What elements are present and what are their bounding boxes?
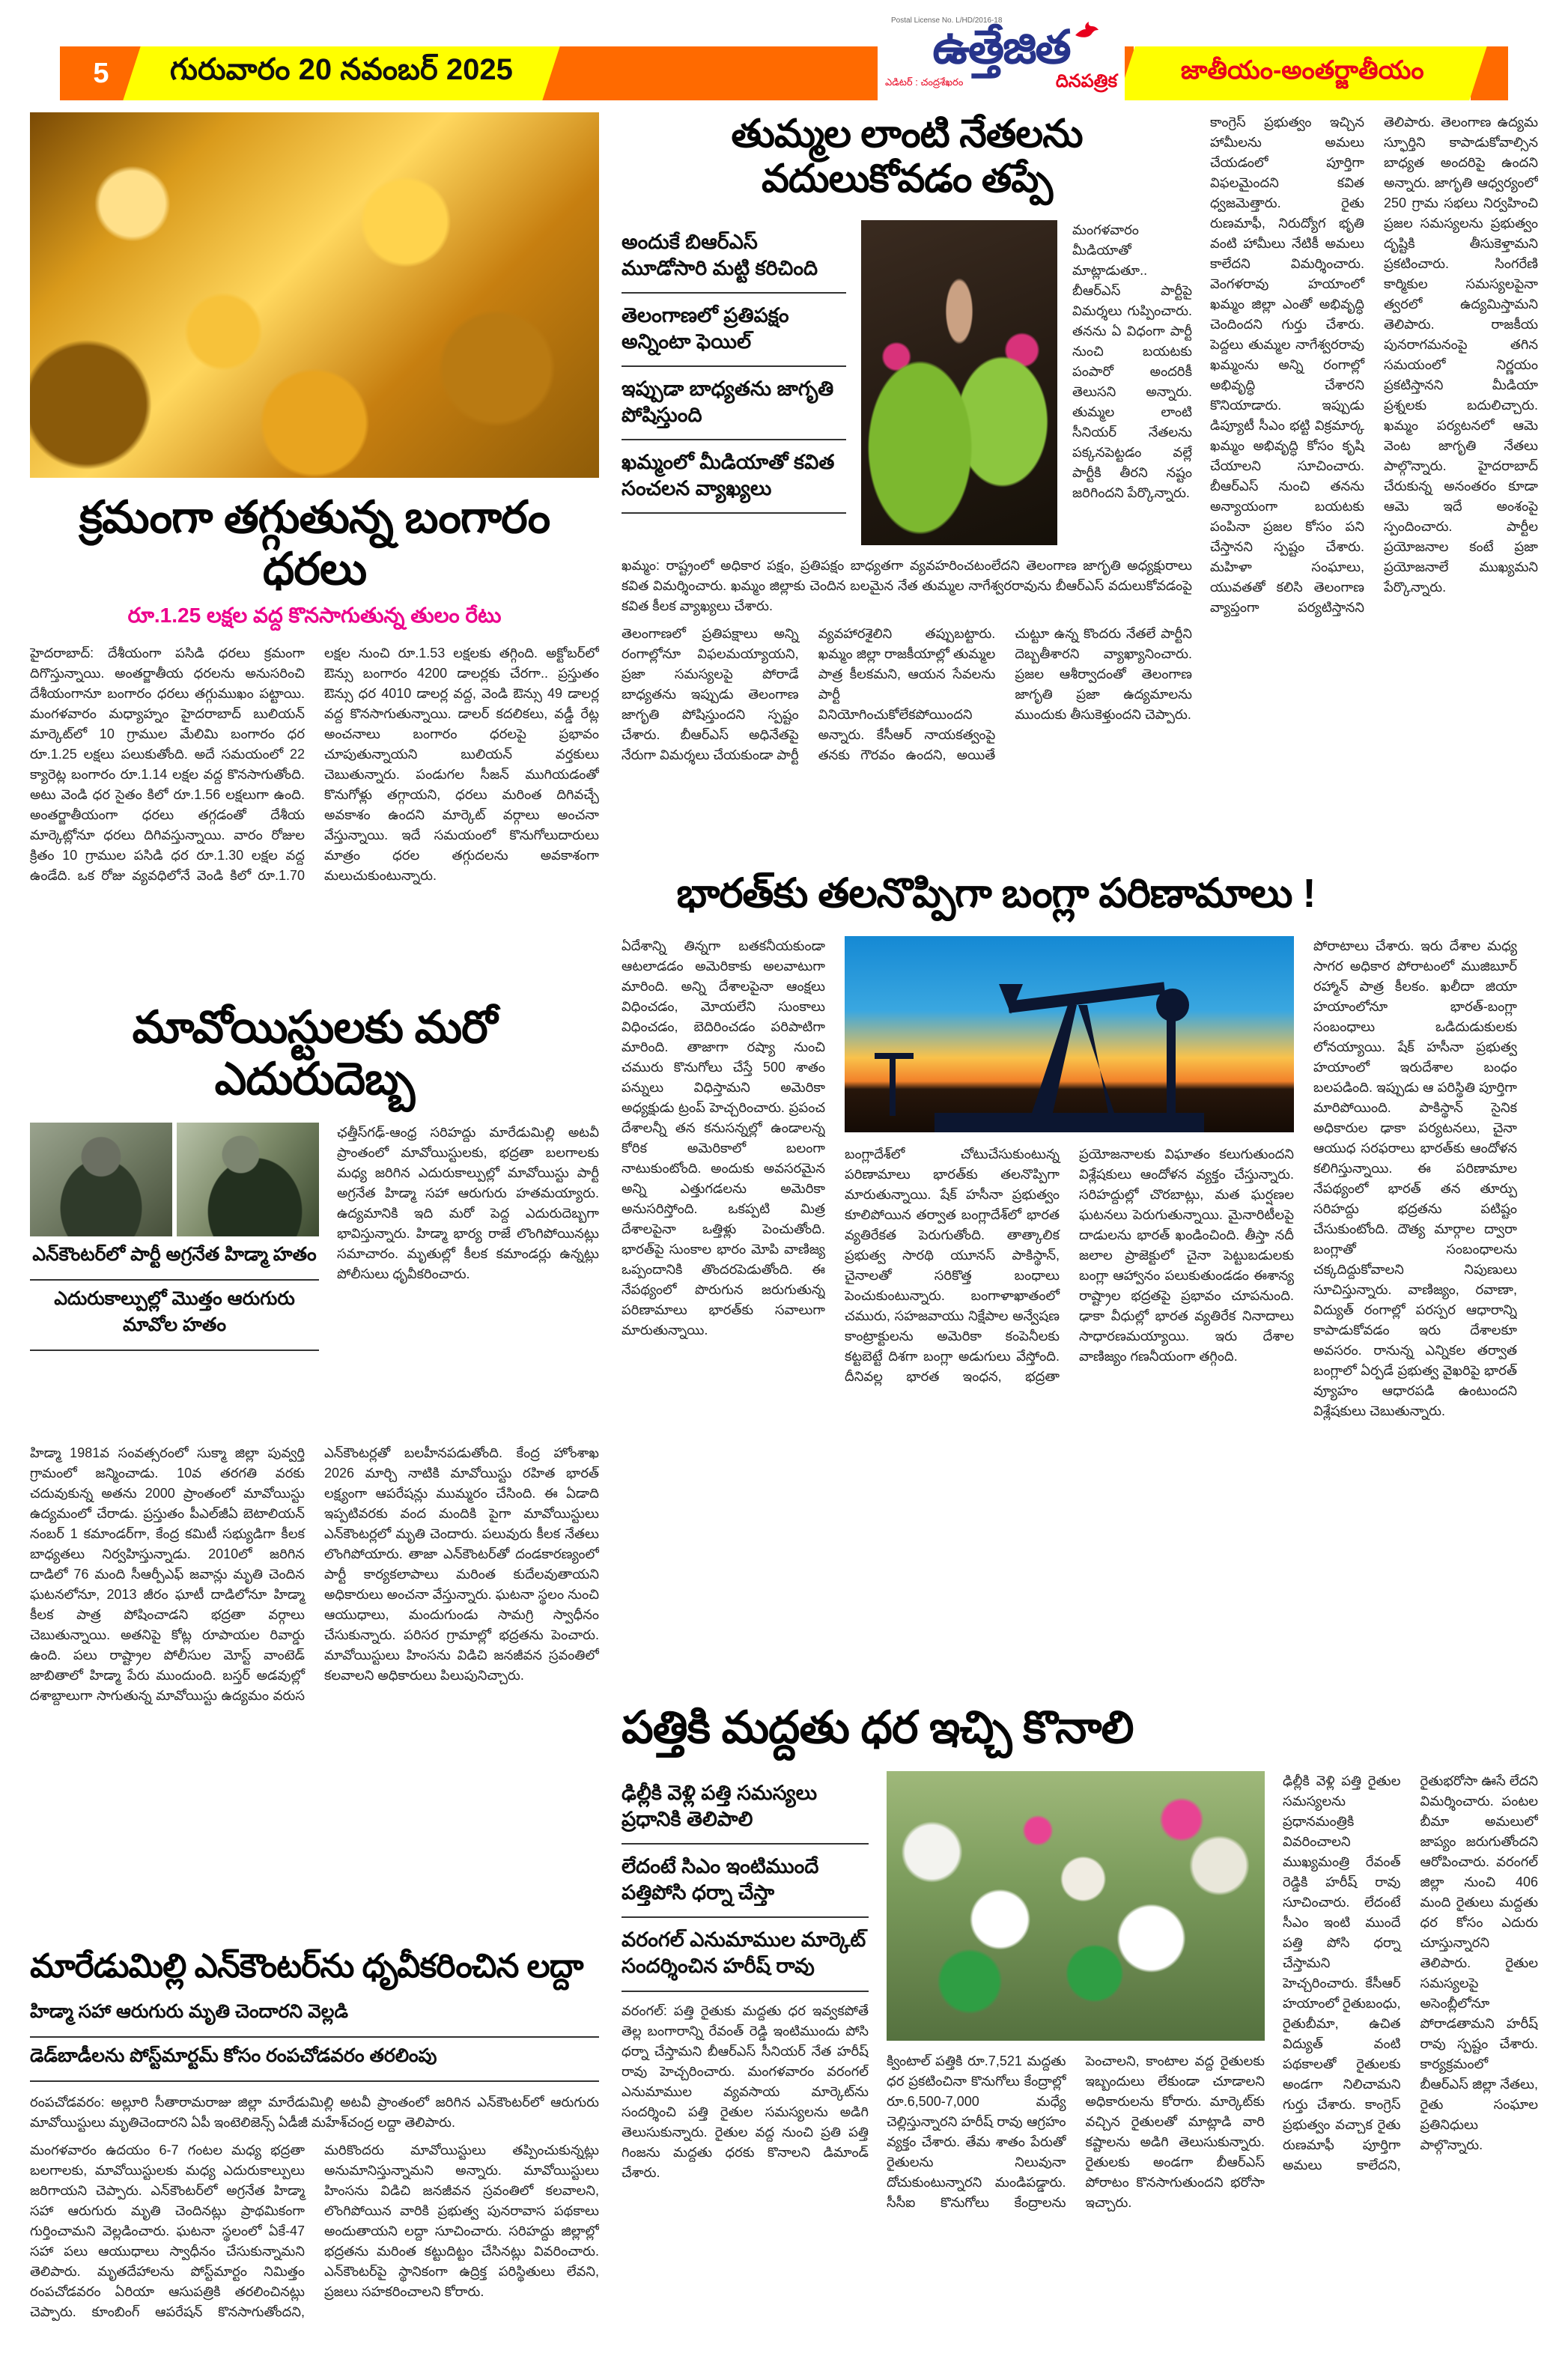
page-number: 5 <box>60 46 142 100</box>
bangla-article <box>622 870 1538 1694</box>
brs-body-bottom: తెలంగాణలో ప్రతిపక్షాలు అన్ని రంగాల్లోనూ విఫలమయ్యాయని, ప్రజా సమస్యలపై పోరాడే బాధ్యతను ఇప్పుడు తెలంగాణ జాగృతి పోషిస్తుందని స్పష్టం చేశారు. బీఆర్ఎస్ అధినేతపై నేరుగా విమర్శలు చేయకుండా పార్టీ వ్యవహారశైలిని తప్పుబట్టారు. ఖమ్మం జిల్లా రాజకీయాల్లో తుమ్మల పాత్ర కీలకమని, ఆయన సేవలను పార్టీ వినియోగించుకోలేకపోయిందని అన్నారు. కేసీఆర్ నాయకత్వంపై తనకు గౌరవం ఉందని, అయితే చుట్టూ ఉన్న కొందరు నేతలే పార్టీని దెబ్బతీశారని వ్యాఖ్యానించారు. ప్రజల ఆశీర్వాదంతో తెలంగాణ జాగృతి ప్రజా ఉద్యమాలను ముందుకు తీసుకెళ్తుందని చెప్పారు. <box>622 625 1192 762</box>
brs-bullets-block <box>622 220 846 545</box>
maoist-leader-photo-1 <box>30 1123 172 1236</box>
ladda-article-lead: రంపచోడవరం: అల్లూరి సీతారామరాజు జిల్లా మారేడుమిల్లి అటవీ ప్రాంతంలో జరిగిన ఎన్‌కౌంటర్‌లో ఆరుగురు మావోయిస్టులు మృతిచెందారని ఏపీ ఇంటెలిజెన్స్ ఏడీజీ మహేశ్‌చంద్ర లద్దా తెలిపారు. <box>30 2094 599 2130</box>
masthead <box>878 16 1125 105</box>
maoist-leader-photo-2 <box>177 1123 319 1236</box>
masthead-subrow <box>878 71 1125 96</box>
brs-bullet-4: ఖమ్మంలో మీడియాతో కవిత సంచలన వ్యాఖ్యలు <box>622 440 846 514</box>
ladda-subhead-1: హిడ్మా సహా ఆరుగురు మృతి చెందారని వెల్లడి <box>30 1994 599 2038</box>
cotton-body-right: ఢిల్లీకి వెళ్లి పత్తి రైతుల సమస్యలను ప్రధానమంత్రికి వివరించాలని ముఖ్యమంత్రి రేవంత్ రెడ్డికి హరీష్ రావు సూచించారు. లేదంటే సీఎం ఇంటి ముందే పత్తి పోసి ధర్నా చేస్తామని హెచ్చరించారు. కేసీఆర్ హయాంలో రైతుబంధు, రైతుబీమా, ఉచిత విద్యుత్ వంటి పథకాలతో రైతులకు అండగా నిలిచామని గుర్తు చేశారు. కాంగ్రెస్ ప్రభుత్వం వచ్చాక రైతు రుణమాఫీ పూర్తిగా అమలు కాలేదని, రైతుభరోసా ఊసే లేదని విమర్శించారు. పంటల బీమా అమలులో జాప్యం జరుగుతోందని ఆరోపించారు. వరంగల్ జిల్లా నుంచి 406 మంది రైతులు మద్దతు ధర కోసం ఎదురు చూస్తున్నారని తెలిపారు. రైతుల సమస్యలపై అసెంబ్లీలోనూ పోరాడతామని హరీష్ రావు స్పష్టం చేశారు. కార్యక్రమంలో బీఆర్ఎస్ జిల్లా నేతలు, రైతు సంఘాల ప్రతినిధులు పాల్గొన్నారు. <box>1283 1773 1538 2173</box>
masthead-logo-row <box>878 22 1125 73</box>
bangla-headline: భారత్‌కు తలనొప్పిగా బంగ్లా పరిణామాలు ! <box>676 871 1316 916</box>
cotton-lead: వరంగల్: పత్తి రైతుకు మద్దతు ధర ఇవ్వకపోతే తెల్ల బంగారాన్ని రేవంత్ రెడ్డి ఇంటిముందు పోసి ధర్నా చేస్తామని బీఆర్ఎస్ సీనియర్ నేత హరీష్ రావు హెచ్చరించారు. మంగళవారం వరంగల్ ఎనుమాముల వ్యవసాయ మార్కెట్‌ను సందర్శించి పత్తి రైతుల సమస్యలను అడిగి తెలుసుకున్నారు. రైతుల వద్ద నుంచి ప్రతి పత్తి గింజను మద్దతు ధరకు కొనాలని డిమాండ్ చేశారు. <box>622 2003 869 2180</box>
ladda-article-headline: మారేడుమిల్లి ఎన్‌కౌంటర్‌ను ధృవీకరించిన లద్దా <box>30 1948 583 1985</box>
left-column <box>30 112 599 2365</box>
bangla-center-block <box>845 936 1294 1640</box>
masthead-daily-label: దినపత్రిక <box>1055 71 1117 91</box>
bangla-content-row <box>622 936 1538 1640</box>
ladda-article-body: మంగళవారం ఉదయం 6-7 గంటల మధ్య భద్రతా బలగాలకు, మావోయిస్టులకు మధ్య ఎదురుకాల్పులు జరిగాయని చెప్పారు. ఎన్‌కౌంటర్‌లో అగ్రనేత హిడ్మా సహా ఆరుగురు మృతి చెందినట్లు ప్రాథమికంగా గుర్తించామని వెల్లడించారు. ఘటనా స్థలంలో ఏకే-47 సహా పలు ఆయుధాలు స్వాధీనం చేసుకున్నామని తెలిపారు. మృతదేహాలను పోస్ట్‌మార్టం నిమిత్తం రంపచోడవరం ఏరియా ఆసుపత్రికి తరలించినట్లు చెప్పారు. కూంబింగ్ ఆపరేషన్ కొనసాగుతోందని, మరికొందరు మావోయిస్టులు తప్పించుకున్నట్లు అనుమానిస్తున్నామని అన్నారు. మావోయిస్టులు హింసను విడిచి జనజీవన స్రవంతిలో కలవాలని, లొంగిపోయిన వారికి ప్రభుత్వ పునరావాస పథకాలు అందుతాయని లద్దా సూచించారు. సరిహద్దు జిల్లాల్లో భద్రతను మరింత కట్టుదిట్టం చేసినట్లు వివరించారు. ఎన్‌కౌంటర్‌పై స్థానికంగా ఉద్రిక్త పరిస్థితులు లేవని, ప్రజలు సహకరించాలని కోరారు. <box>30 2142 599 2319</box>
maoist-subhead-2: ఎదురుకాల్పుల్లో మొత్తం ఆరుగురు మావోల హతం <box>30 1281 319 1351</box>
cotton-bullet-1: ఢిల్లీకి వెళ్లి పత్తి సమస్యలు ప్రధానికి తెలిపాలి <box>622 1771 869 1845</box>
maoist-media-block <box>30 1123 319 1431</box>
brs-body-right-block <box>1210 112 1538 863</box>
cotton-body-mid: క్వింటాల్ పత్తికి రూ.7,521 మద్దతు ధర ప్రకటించినా కొనుగోలు కేంద్రాల్లో రూ.6,500-7,000 మధ్యే చెల్లిస్తున్నారని హరీష్ రావు ఆగ్రహం వ్యక్తం చేశారు. తేమ శాతం పేరుతో రైతులను నిలువునా దోచుకుంటున్నారని మండిపడ్డారు. సీసీఐ కొనుగోలు కేంద్రాలను పెంచాలని, కాంటాల వద్ద రైతులకు ఇబ్బందులు లేకుండా చూడాలని అధికారులను కోరారు. మార్కెట్‌కు వచ్చిన రైతులతో మాట్లాడి వారి కష్టాలను అడిగి తెలుసుకున్నారు. రైతులకు అండగా బీఆర్ఎస్ పోరాటం కొనసాగుతుందని భరోసా ఇచ్చారు. <box>887 2053 1265 2210</box>
gold-jewellery-photo <box>30 112 599 478</box>
maoist-body-main: హిడ్మా 1981వ సంవత్సరంలో సుక్మా జిల్లా పువ్వర్తి గ్రామంలో జన్మించాడు. 10వ తరగతి వరకు చదువుకున్న అతను 2000 ప్రాంతంలో మావోయిస్టు ఉద్యమంలో చేరాడు. ప్రస్తుతం పీఎల్‌జీఏ బెటాలియన్ నంబర్ 1 కమాండర్‌గా, కేంద్ర కమిటీ సభ్యుడిగా కీలక బాధ్యతలు నిర్వహిస్తున్నాడు. 2010లో జరిగిన దాడిలో 76 మంది సీఆర్పీఎఫ్ జవాన్లు మృతి చెందిన ఘటనలోనూ, 2013 జీరం ఘాటీ దాడిలోనూ హిడ్మా కీలక పాత్ర పోషించాడని భద్రతా వర్గాలు చెబుతున్నాయి. అతనిపై కోట్ల రూపాయల రివార్డు ఉంది. పలు రాష్ట్రాల పోలీసుల మోస్ట్ వాంటెడ్ జాబితాలో హిడ్మా పేరు ముందుంది. బస్తర్ అడవుల్లో దశాబ్దాలుగా సాగుతున్న మావోయిస్టు ఉద్యమం వరుస ఎన్‌కౌంటర్లతో బలహీనపడుతోంది. కేంద్ర హోంశాఖ 2026 మార్చి నాటికి మావోయిస్టు రహిత భారత్ లక్ష్యంగా ఆపరేషన్లు ముమ్మరం చేసింది. ఈ ఏడాది ఇప్పటివరకు వంద మందికి పైగా మావోయిస్టులు ఎన్‌కౌంటర్లలో మృతి చెందారు. పలువురు కీలక నేతలు లొంగిపోయారు. తాజా ఎన్‌కౌంటర్‌తో దండకారణ్యంలో పార్టీ కార్యకలాపాలు మరింత కుదేలవుతాయని అధికారులు అంచనా వేస్తున్నారు. ఘటనా స్థలం నుంచి ఆయుధాలు, మందుగుండు సామగ్రి స్వాధీనం చేసుకున్నారు. పరిసర గ్రామాల్లో భద్రతను పెంచారు. మావోయిస్టులు హింసను విడిచి జనజీవన స్రవంతిలో కలవాలని అధికారులు పిలుపునిచ్చారు. <box>30 1445 599 1703</box>
brs-body-mid: మంగళవారం మీడియాతో మాట్లాడుతూ.. బీఆర్ఎస్ పార్టీపై విమర్శలు గుప్పించారు. తనను ఏ విధంగా పార్టీ నుంచి బయటకు పంపారో అందరికీ తెలుసని అన్నారు. తుమ్మల లాంటి సీనియర్ నేతలను పక్కనపెట్టడం వల్లే పార్టీకి తీరని నష్టం జరిగిందని పేర్కొన్నారు. <box>1072 222 1192 500</box>
bangla-body-col1: ఏదేశాన్ని తిన్నగా బతకనీయకుండా ఆటలాడడం అమెరికాకు అలవాటుగా మారింది. అన్ని దేశాలపైనా ఆంక్షలు విధించడం, మోయలేని సుంకాలు విధించడం, బెదిరించడం పరిపాటిగా మారింది. తాజాగా రష్యా నుంచి చమురు కొనుగోలు చేస్తే 500 శాతం పన్నులు విధిస్తామని అమెరికా అధ్యక్షుడు ట్రంప్ హెచ్చరించారు. ప్రపంచ దేశాలన్నీ తన కనుసన్నల్లో ఉండాలన్న కోరిక అమెరికాలో బలంగా నాటుకుంటోంది. అందుకు అవసరమైన అన్ని ఎత్తుగడలను అమెరికా అనుసరిస్తోంది. ఒకప్పటి మిత్ర దేశాలపైనా ఒత్తిళ్లు పెంచుతోంది. భారత్‌పై సుంకాల భారం మోపి వాణిజ్య ఒప్పందానికి తొందరపెడుతోంది. ఈ నేపథ్యంలో పొరుగున జరుగుతున్న పరిణామాలు భారత్‌కు సవాలుగా మారుతున్నాయి. <box>622 938 825 1338</box>
masthead-title: ఉత్తేజిత <box>932 22 1070 73</box>
bangla-body-col4: పోరాటాలు చేశారు. ఇరు దేశాల మధ్య సాగర అధికార పోరాటంలో ముజిబూర్ రహ్మాన్ పాత్ర కీలకం. ఖలీదా జియా హయాంలోనూ భారత్-బంగ్లా సంబంధాలు ఒడిదుడుకులకు లోనయ్యాయి. షేక్ హసీనా ప్రభుత్వ హయాంలో ఇరుదేశాల బంధం బలపడింది. ఇప్పుడు ఆ పరిస్థితి పూర్తిగా మారిపోయింది. పాకిస్థాన్ సైనిక అధికారుల ఢాకా పర్యటనలు, చైనా ఆయుధ సరఫరాలు భారత్‌కు ఆందోళన కలిగిస్తున్నాయి. ఈ పరిణామాల నేపథ్యంలో భారత్ తన తూర్పు సరిహద్దు భద్రతను పటిష్టం చేసుకుంటోంది. దౌత్య మార్గాల ద్వారా బంగ్లాతో సంబంధాలను చక్కదిద్దుకోవాలని నిపుణులు సూచిస్తున్నారు. వాణిజ్యం, రవాణా, విద్యుత్ రంగాల్లో పరస్పర ఆధారాన్ని కాపాడుకోవడం ఇరు దేశాలకూ అవసరం. రానున్న ఎన్నికల తర్వాత బంగ్లాలో ఏర్పడే ప్రభుత్వ వైఖరిపై భారత్ వ్యూహం ఆధారపడి ఉంటుందని విశ్లేషకులు చెబుతున్నారు. <box>1313 938 1517 1419</box>
brs-lead: ఖమ్మం: రాష్ట్రంలో అధికార పక్షం, ప్రతిపక్షం బాధ్యతగా వ్యవహరించటంలేదని తెలంగాణ జాగృతి అధ్యక్షురాలు కవిత విమర్శించారు. ఖమ్మం జిల్లాకు చెందిన బలమైన నేత తుమ్మల నాగేశ్వరరావును బీఆర్ఎస్ వదులుకోవడంపై కవిత కీలక వ్యాఖ్యలు చేశారు. <box>622 557 1192 613</box>
maoist-body-side: ఛత్తీస్‌గఢ్-ఆంధ్ర సరిహద్దు మారేడుమిల్లి అటవీ ప్రాంతంలో మావోయిస్టులకు, భద్రతా బలగాలకు మధ్య జరిగిన ఎదురుకాల్పుల్లో మావోయిస్టు పార్టీ అగ్రనేత హిడ్మా సహా ఆరుగురు హతమయ్యారు. ఉద్యమానికి ఇది మరో పెద్ద ఎదురుదెబ్బగా భావిస్తున్నారు. హిడ్మా భార్య రాజే లొంగిపోయినట్లు సమాచారం. మృతుల్లో కీలక కమాండర్లు ఉన్నట్లు పోలీసులు ధృవీకరించారు. <box>337 1125 599 1281</box>
kavitha-photo <box>861 220 1057 545</box>
dove-icon <box>1074 20 1099 43</box>
maoist-article-top <box>30 1123 599 1431</box>
masthead-editor: ఎడిటర్ : చంద్రశేఖరం <box>885 76 964 88</box>
date-text: గురువారం 20 నవంబర్ 2025 <box>170 52 513 86</box>
brs-body-right: కాంగ్రెస్ ప్రభుత్వం ఇచ్చిన హామీలను అమలు చేయడంలో పూర్తిగా విఫలమైందని కవిత ధ్వజమెత్తారు. రైతు రుణమాఫీ, నిరుద్యోగ భృతి వంటి హామీలు నేటికీ అమలు కాలేదని విమర్శించారు. వెంగళరావు హయాంలో ఖమ్మం జిల్లా ఎంతో అభివృద్ధి చెందిందని గుర్తు చేశారు. పెద్దలు తుమ్మల నాగేశ్వరరావు ఖమ్మంను అన్ని రంగాల్లో అభివృద్ధి చేశారని కొనియాడారు. ఇప్పుడు డిప్యూటీ సీఎం భట్టి విక్రమార్క ఖమ్మం అభివృద్ధి కోసం కృషి చేయాలని సూచించారు. బీఆర్ఎస్ నుంచి తనను అన్యాయంగా బయటకు పంపినా ప్రజల కోసం పని చేస్తానని స్పష్టం చేశారు. మహిళా సంఘాలు, యువతతో కలిసి తెలంగాణ వ్యాప్తంగా పర్యటిస్తానని తెలిపారు. తెలంగాణ ఉద్యమ స్ఫూర్తిని కాపాడుకోవాల్సిన బాధ్యత అందరిపై ఉందని అన్నారు. జాగృతి ఆధ్వర్యంలో 250 గ్రామ సభలు నిర్వహించి ప్రజల సమస్యలను ప్రభుత్వం దృష్టికి తీసుకెళ్తామని ప్రకటించారు. సింగరేణి కార్మికుల సమస్యలపైనా త్వరలో ఉద్యమిస్తామని తెలిపారు. రాజకీయ పునరాగమనంపై తగిన సమయంలో నిర్ణయం ప్రకటిస్తానని మీడియా ప్రశ్నలకు బదులిచ్చారు. ఖమ్మం పర్యటనలో ఆమె వెంట జాగృతి నేతలు పాల్గొన్నారు. హైదరాబాద్ చేరుకున్న అనంతరం కూడా ఆమె ఇదే అంశంపై స్పందించారు. పార్టీల ప్రయోజనాల కంటే ప్రజా ప్రయోజనాలే ముఖ్యమని పేర్కొన్నారు. <box>1210 115 1538 615</box>
cotton-headline: పత్తికి మద్దతు ధర ఇచ్చి కొనాలి <box>622 1702 1134 1752</box>
cotton-bullet-2: లేదంటే సిఎం ఇంటిముందే పత్తిపోసి ధర్నా చేస్తా <box>622 1845 869 1918</box>
maoist-photos <box>30 1123 319 1236</box>
brs-bullet-1: అందుకే బిఆర్ఎస్ మూడోసారి మట్టి కరిచింది <box>622 220 846 294</box>
brs-left-block <box>622 112 1192 848</box>
cotton-content-row <box>622 1771 1538 2307</box>
postal-license-text: Postal License No. L/HD/2016-18 <box>891 16 1003 25</box>
section-banner <box>1117 46 1486 100</box>
rally-photo <box>887 1771 1265 2041</box>
brs-headline: తుమ్మల లాంటి నేతలను వదులుకోవడం తప్పే <box>731 112 1083 201</box>
pumpjack-photo <box>845 936 1294 1132</box>
cotton-left-block <box>622 1771 869 2307</box>
page-header <box>60 46 1508 100</box>
maoist-subhead-1: ఎన్‌కౌంటర్‌లో పార్టీ అగ్రనేత హిడ్మా హతం <box>30 1236 319 1281</box>
gold-article-kicker: రూ.1.25 లక్షల వద్ద కొనసాగుతున్న తులం రేటు <box>127 604 502 627</box>
cotton-center-block <box>887 1771 1265 2307</box>
bangla-body-center: బంగ్లాదేశ్‌లో చోటుచేసుకుంటున్న పరిణామాలు భారత్‌కు తలనొప్పిగా మారుతున్నాయి. షేక్ హసీనా ప్రభుత్వం కూలిపోయిన తర్వాత బంగ్లాదేశ్‌లో భారత వ్యతిరేకత పెరుగుతోంది. తాత్కాలిక ప్రభుత్వ సారథి యూనస్ పాకిస్థాన్, చైనాలతో సరికొత్త బంధాలు పెంచుకుంటున్నారు. బంగాళాఖాతంలో చమురు, సహజవాయు నిక్షేపాల అన్వేషణ కాంట్రాక్టులను అమెరికా కంపెనీలకు కట్టబెట్టే దిశగా బంగ్లా అడుగులు వేస్తోంది. దీనివల్ల భారత ఇంధన, భద్రతా ప్రయోజనాలకు విఘాతం కలుగుతుందని విశ్లేషకులు ఆందోళన వ్యక్తం చేస్తున్నారు. సరిహద్దుల్లో చొరబాట్లు, మత ఘర్షణల ఘటనలు పెరుగుతున్నాయి. మైనారిటీలపై దాడులను భారత్ ఖండించింది. తీస్తా నదీ జలాల ప్రాజెక్టులో చైనా పెట్టుబడులకు బంగ్లా ఆహ్వానం పలుకుతుండడం ఈశాన్య రాష్ట్రాల భద్రతపై ప్రభావం చూపనుంది. ఢాకా వీధుల్లో భారత వ్యతిరేక నినాదాలు సాధారణమయ్యాయి. ఇరు దేశాల వాణిజ్యం గణనీయంగా తగ్గింది. <box>845 1147 1294 1385</box>
date-banner <box>123 46 559 100</box>
maoist-article-headline: మావోయిస్టులకు మరో ఎదురుదెబ్బ <box>132 1002 497 1104</box>
brs-bullet-3: ఇప్పుడా బాధ్యతను జాగృతి పోషిస్తుంది <box>622 367 846 440</box>
brs-article <box>622 112 1538 863</box>
cotton-bullet-3: వరంగల్ ఎనుమాముల మార్కెట్ సందర్శించిన హరీష్ రావు <box>622 1918 869 1991</box>
gold-article-headline: క్రమంగా తగ్గుతున్న బంగారం ధరలు <box>79 492 550 594</box>
cotton-article <box>622 1701 1538 2365</box>
ladda-subhead-2: డెడ్‌బాడీలను పోస్ట్‌మార్టమ్ కోసం రంపచోడవరం తరలింపు <box>30 2038 599 2082</box>
section-text: జాతీయం-అంతర్జాతీయం <box>1180 55 1424 85</box>
brs-bullet-2: తెలంగాణలో ప్రతిపక్షం అన్నింటా ఫెయిల్ <box>622 294 846 367</box>
gold-article-body: హైదరాబాద్: దేశీయంగా పసిడి ధరలు క్రమంగా దిగొస్తున్నాయి. అంతర్జాతీయ ధరలను అనుసరించి దేశీయంగానూ బంగారం ధరలు తగ్గుముఖం పట్టాయి. మంగళవారం మధ్యాహ్నం హైదరాబాద్ బులియన్ మార్కెట్‌లో 10 గ్రాముల మేలిమి బంగారం ధర రూ.1.25 లక్షలు పలుకుతోంది. అదే సమయంలో 22 క్యారెట్ల బంగారం రూ.1.14 లక్షల వద్ద కొనసాగుతోంది. అటు వెండి ధర సైతం కిలో రూ.1.56 లక్షలుగా ఉంది. అంతర్జాతీయంగా ధరలు తగ్గడంతో దేశీయ మార్కెట్లోనూ ధరలు దిగివస్తున్నాయి. వారం రోజుల క్రితం 10 గ్రాముల పసిడి ధర రూ.1.30 లక్షల వద్ద ఉండేది. ఒక రోజు వ్యవధిలోనే వెండి కిలో రూ.1.70 లక్షల నుంచి రూ.1.53 లక్షలకు తగ్గింది. అక్టోబర్‌లో ఔన్సు బంగారం 4200 డాలర్లకు చేరగా.. ప్రస్తుతం ఔన్సు ధర 4010 డాలర్ల వద్ద, వెండి ఔన్సు 49 డాలర్ల వద్ద కొనసాగుతున్నాయి. డాలర్ కదలికలు, వడ్డీ రేట్ల అంచనాలు బంగారం ధరలపై ప్రభావం చూపుతున్నాయని బులియన్ వర్తకులు చెబుతున్నారు. పండుగల సీజన్ ముగియడంతో కొనుగోళ్లు తగ్గాయని, ధరలు మరింత దిగివచ్చే అవకాశం ఉందని మార్కెట్ వర్గాలు అంచనా వేస్తున్నాయి. ఇదే సమయంలో కొనుగోలుదారులు మాత్రం ధరల తగ్గుదలను అవకాశంగా మలుచుకుంటున్నారు. <box>30 646 599 883</box>
brs-mid-row <box>622 220 1192 545</box>
